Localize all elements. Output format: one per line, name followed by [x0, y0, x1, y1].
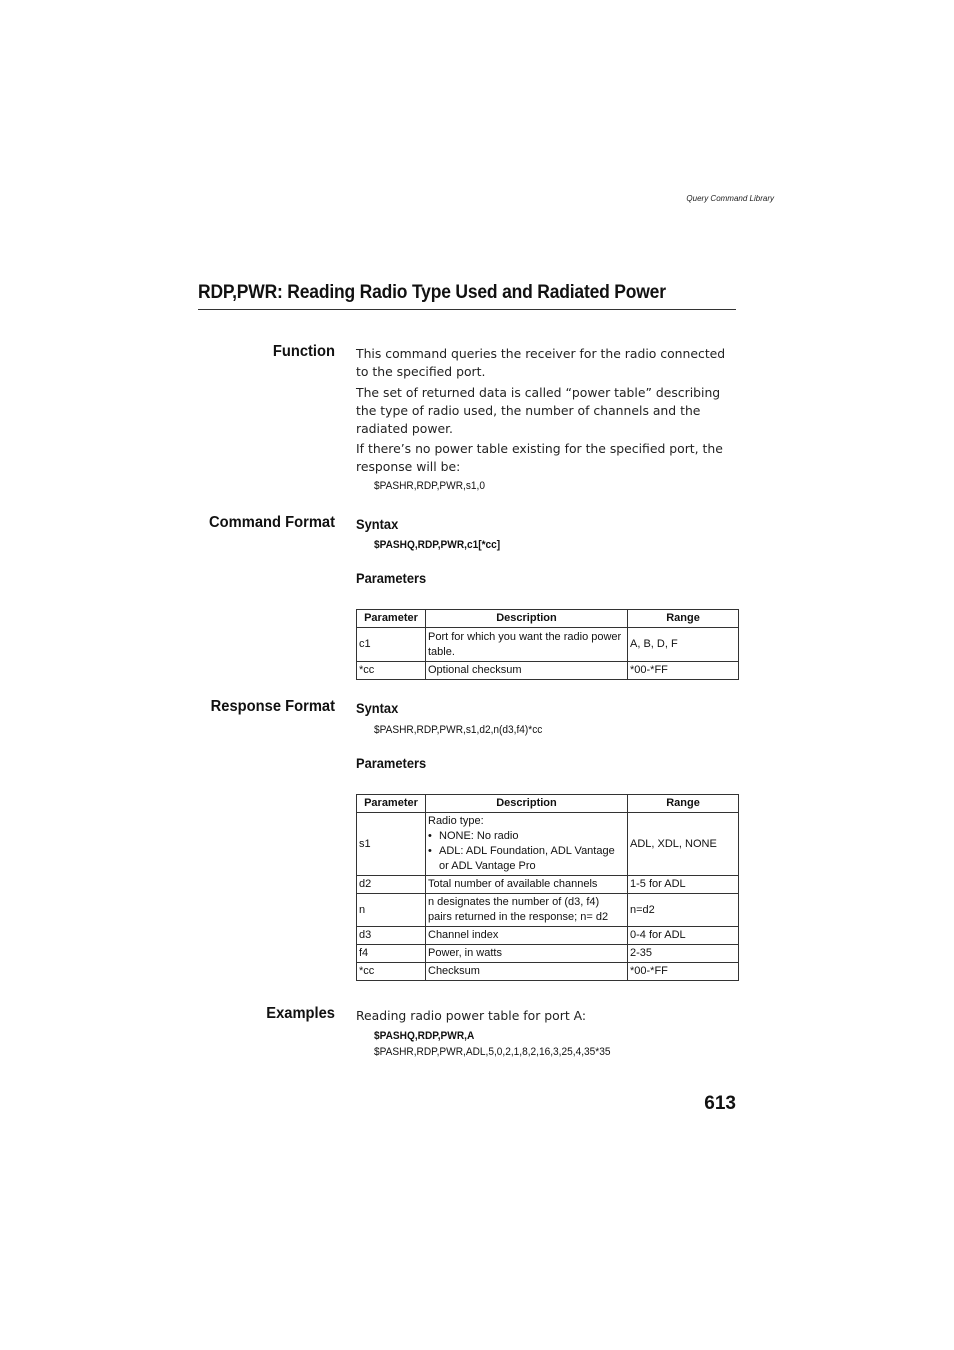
cell-parameter: d2 [357, 876, 426, 894]
cell-range: 1-5 for ADL [628, 876, 739, 894]
cell-range: 2-35 [628, 945, 739, 963]
function-paragraph-1: This command queries the receiver for the radio connected to the specified port. [356, 346, 726, 379]
cell-parameter: *cc [357, 963, 426, 981]
header-range: Range [628, 610, 739, 628]
header-range: Range [628, 795, 739, 813]
header-parameter: Parameter [357, 795, 426, 813]
function-paragraph-2: The set of returned data is called “power table” describing the type of radio used, the number of channels and the radiated power. [356, 385, 721, 436]
command-syntax-label: Syntax [356, 516, 399, 532]
table-row [357, 894, 739, 927]
command-parameters-label: Parameters [356, 570, 427, 586]
header-description: Description [426, 610, 628, 628]
cell-range: 0-4 for ADL [628, 927, 739, 945]
radio-type-intro: Radio type: [428, 815, 484, 827]
cell-description [426, 813, 628, 876]
example-response: $PASHR,RDP,PWR,ADL,5,0,2,1,8,2,16,3,25,4,35*35 [374, 1046, 611, 1058]
cell-description: Port for which you want the radio power table. [426, 628, 628, 662]
response-parameters-label: Parameters [356, 755, 427, 771]
cell-parameter: d3 [357, 927, 426, 945]
cell-parameter: f4 [357, 945, 426, 963]
examples-heading: Examples [266, 1005, 335, 1022]
bullet-item: • ADL: ADL Foundation, ADL Vantage or ADL Vantage Pro [428, 844, 625, 874]
response-syntax-code: $PASHR,RDP,PWR,s1,d2,n(d3,f4)*cc [374, 724, 543, 736]
cell-range: *00-*FF [628, 963, 739, 981]
cell-description: Channel index [426, 927, 628, 945]
table-row [357, 813, 739, 876]
example-command: $PASHQ,RDP,PWR,A [374, 1030, 475, 1042]
page-number: 613 [704, 1093, 736, 1114]
command-parameters-table [356, 609, 739, 680]
cell-description: Checksum [426, 963, 628, 981]
cell-parameter: n [357, 894, 426, 927]
function-paragraph-3: If there’s no power table existing for the specified port, the response will be: [356, 441, 723, 474]
command-format-heading: Command Format [209, 514, 335, 531]
table-row [357, 662, 739, 680]
response-format-heading: Response Format [210, 698, 335, 715]
table-row [357, 945, 739, 963]
table-row [357, 963, 739, 981]
bullet-item: • NONE: No radio [428, 829, 625, 844]
response-syntax-label: Syntax [356, 700, 399, 716]
cell-range: *00-*FF [628, 662, 739, 680]
title-rule [198, 309, 736, 310]
page-title: RDP,PWR: Reading Radio Type Used and Radiated Power [198, 282, 666, 303]
running-header: Query Command Library [686, 194, 774, 203]
cell-range: n=d2 [628, 894, 739, 927]
table-header-row [357, 795, 739, 813]
cell-range: A, B, D, F [628, 628, 739, 662]
function-response-code: $PASHR,RDP,PWR,s1,0 [374, 480, 485, 492]
header-description: Description [426, 795, 628, 813]
cell-description: Power, in watts [426, 945, 628, 963]
cell-parameter: *cc [357, 662, 426, 680]
table-row [357, 927, 739, 945]
table-row [357, 876, 739, 894]
header-parameter: Parameter [357, 610, 426, 628]
function-heading: Function [272, 343, 335, 360]
cell-description: Optional checksum [426, 662, 628, 680]
response-parameters-table [356, 794, 739, 981]
table-header-row [357, 610, 739, 628]
cell-description: Total number of available channels [426, 876, 628, 894]
examples-text: Reading radio power table for port A: [356, 1008, 587, 1023]
cell-range: ADL, XDL, NONE [628, 813, 739, 876]
cell-parameter: c1 [357, 628, 426, 662]
table-row [357, 628, 739, 662]
cell-description: n designates the number of (d3, f4) pairs returned in the response; n= d2 [426, 894, 628, 927]
cell-parameter: s1 [357, 813, 426, 876]
command-syntax-code: $PASHQ,RDP,PWR,c1[*cc] [374, 539, 501, 551]
